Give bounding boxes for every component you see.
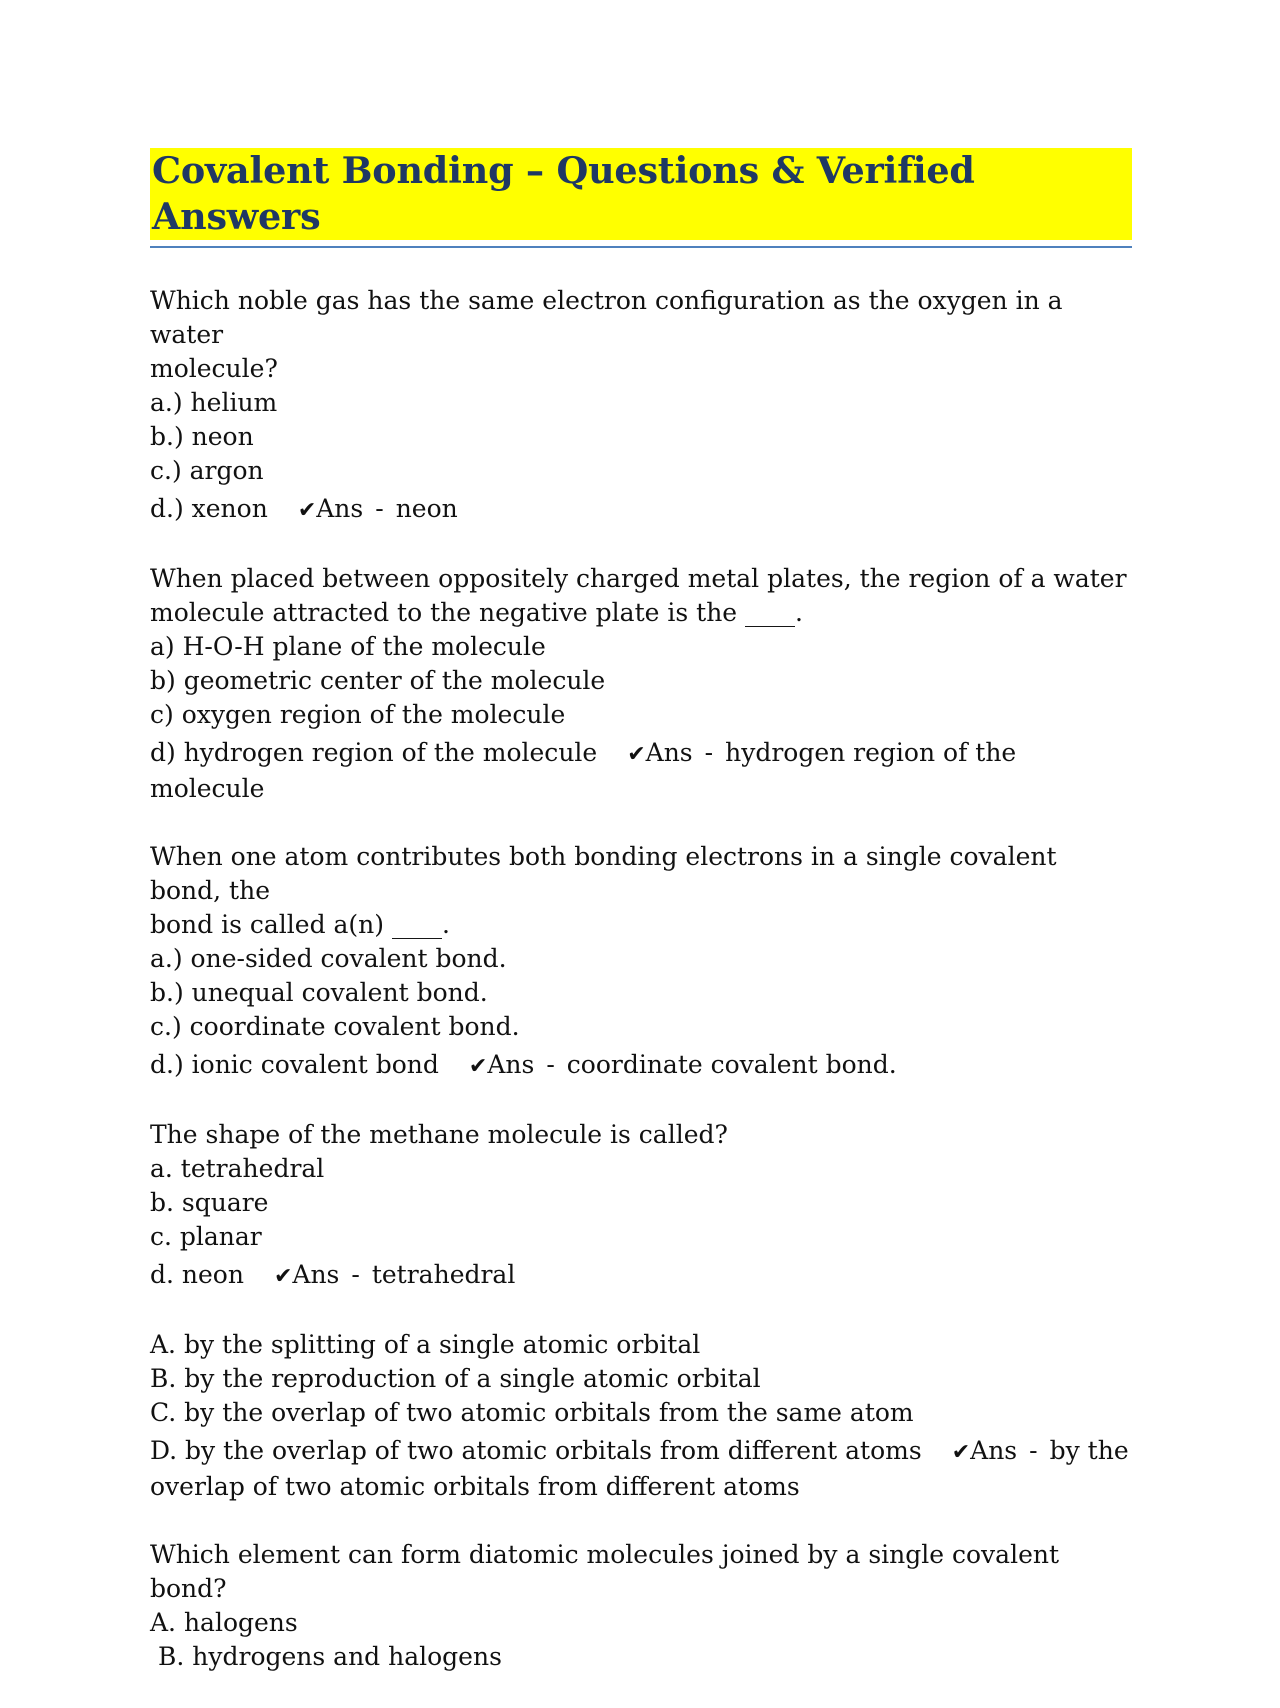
option-b: b.) neon — [150, 422, 254, 451]
answer-dash: - — [1029, 1436, 1038, 1465]
option-b: b. square — [150, 1188, 269, 1217]
answer-prefix: Ans — [316, 494, 364, 523]
option-a: a.) helium — [150, 388, 278, 417]
option-a: A. halogens — [150, 1608, 298, 1637]
option-d: d.) xenon — [150, 494, 268, 523]
option-d: d) hydrogen region of the molecule — [150, 738, 598, 767]
answer-line — [150, 1048, 1132, 1084]
question-text-line: When placed between oppositely charged metal plates, the region of a water — [150, 564, 1127, 593]
option-c: C. by the overlap of two atomic orbitals from the same atom — [150, 1398, 914, 1427]
answer-line — [150, 1258, 1132, 1294]
option-b: b.) unequal covalent bond. — [150, 978, 488, 1007]
question-text-line: molecule attracted to the negative plate is the ____. — [150, 598, 803, 627]
option-b: b) geometric center of the molecule — [150, 666, 606, 695]
option-c: c.) coordinate covalent bond. — [150, 1012, 520, 1041]
answer-text: coordinate covalent bond. — [566, 1050, 897, 1079]
answer-dash: - — [546, 1050, 555, 1079]
answer-dash: - — [375, 494, 384, 523]
answer — [274, 1260, 515, 1289]
question-block-5 — [150, 1328, 1132, 1504]
checkmark-icon: ✔ — [297, 498, 317, 523]
answer-line — [150, 736, 1132, 806]
answer-continuation: overlap of two atomic orbitals from different atoms — [150, 1472, 800, 1501]
option-c: c) oxygen region of the molecule — [150, 700, 566, 729]
question-text-line: Which element can form diatomic molecules joined by a single covalent bond? — [150, 1540, 1067, 1603]
option-d: d.) ionic covalent bond — [150, 1050, 439, 1079]
answer-dash: - — [704, 738, 714, 767]
checkmark-icon: ✔ — [627, 742, 646, 767]
option-d: d. neon — [150, 1260, 244, 1289]
answer-text: tetrahedral — [371, 1260, 516, 1289]
answer-prefix: Ans — [487, 1050, 535, 1079]
answer-prefix: Ans — [645, 738, 693, 767]
question-text-line: molecule? — [150, 354, 278, 383]
checkmark-icon: ✔ — [273, 1264, 293, 1289]
answer-text: by the — [1049, 1436, 1129, 1465]
option-c: c. planar — [150, 1222, 262, 1251]
question-text-line: Which noble gas has the same electron configuration as the oxygen in a water — [150, 286, 1071, 349]
option-b: B. hydrogens and halogens — [158, 1642, 502, 1671]
question-block-6 — [150, 1538, 1132, 1674]
question-text-line: When one atom contributes both bonding electrons in a single covalent bond, the — [150, 842, 1065, 905]
option-a: A. by the splitting of a single atomic orbital — [150, 1330, 701, 1359]
answer-line — [150, 492, 1132, 528]
option-d: D. by the overlap of two atomic orbitals from different atoms — [150, 1436, 922, 1465]
option-a: a. tetrahedral — [150, 1154, 325, 1183]
option-a: a.) one-sided covalent bond. — [150, 944, 507, 973]
checkmark-icon: ✔ — [468, 1054, 488, 1079]
answer-line — [150, 1434, 1132, 1470]
option-c: c.) argon — [150, 456, 264, 485]
option-a: a) H-O-H plane of the molecule — [150, 632, 546, 661]
answer — [952, 1436, 1129, 1465]
answer-prefix: Ans — [292, 1260, 340, 1289]
question-block-1 — [150, 284, 1132, 528]
document-title: Covalent Bonding – Questions & Verified Answers — [150, 148, 1132, 240]
title-block — [150, 148, 1132, 248]
question-text-line: The shape of the methane molecule is called? — [150, 1120, 728, 1149]
document-page — [150, 148, 1132, 1708]
question-block-2 — [150, 562, 1132, 806]
answer-text: hydrogen region of the molecule — [150, 738, 1025, 803]
question-block-3 — [150, 840, 1132, 1084]
option-b: B. by the reproduction of a single atomic orbital — [150, 1364, 761, 1393]
question-block-4 — [150, 1118, 1132, 1294]
question-text-line: bond is called a(n) ____. — [150, 910, 450, 939]
checkmark-icon: ✔ — [951, 1440, 971, 1465]
answer — [298, 494, 458, 523]
answer — [469, 1050, 897, 1079]
answer-text: neon — [395, 494, 458, 523]
answer-prefix: Ans — [970, 1436, 1018, 1465]
answer-dash: - — [351, 1260, 360, 1289]
